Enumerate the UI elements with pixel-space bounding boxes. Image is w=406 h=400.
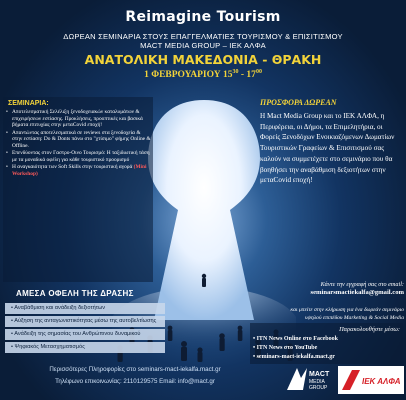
subtitle-seminars: ΔΩΡΕΑΝ ΣΕΜΙΝΑΡΙΑ ΣΤΟΥΣ ΕΠΑΓΓΕΛΜΑΤΙΕΣ ΤΟΥΡΙΣΜΟΥ & ΕΠΙΣΙΤΙΣΜΟΥ	[63, 32, 343, 41]
mact-logo-line2: MEDIA	[309, 379, 325, 385]
seminar-item: • Απαντώντας αποτελεσματικά σε reviews στα ξενοδοχεία & στην εστίαση: Do & Donts πάνω στο "χτίσιμο" φήμης Online & Offline.	[6, 130, 152, 150]
draw-text-line-2: υψηλού επιπέδου Marketing & Social Media	[304, 315, 404, 321]
follow-youtube-link[interactable]: • ITN News στο YouTube	[253, 345, 318, 351]
follow-facebook-link[interactable]: • ITN News Online στο Facebook	[253, 336, 338, 342]
registration-email[interactable]: seminarsmactiekalfa@gmail.com	[310, 289, 404, 296]
date-start-minutes: 30	[232, 69, 239, 75]
benefit-item: • Ψηφιακός Μετασχηματισμός	[5, 342, 165, 353]
mact-media-group-logo	[283, 364, 333, 396]
seminar-item: • Αποτελεσματική Σελέλιξη ξενοδοχειακών καταλυμάτων & επιχειρήσεων εστίασης. Προκλήσεις, προοπτικές και βασικά βήματα επιτυχίας στην μεταCovid εποχή!	[6, 109, 152, 129]
offer-heading: ΠΡΟΣΦΟΡΑ ΔΩΡΕΑΝ	[260, 98, 337, 107]
page-title: Reimagine Tourism	[125, 9, 281, 25]
seminar-item	[6, 164, 152, 177]
benefit-item: • Ανάδειξη της σημασίας του Ανθρώπινου δυναμικού	[5, 329, 165, 340]
benefit-item: • Αναβάθμιση και ανάδειξη δεξιοτήτων	[5, 303, 165, 314]
footer-contact: Τηλέφωνο επικοινωνίας: 2110129575 Email: info@mact.gr	[55, 378, 215, 385]
seminar-item-text: Η αναγκαιότητα των Soft Skills στην τουριστική αγορά	[12, 164, 133, 171]
date-end-minutes: 00	[255, 69, 262, 75]
follow-website-link[interactable]: • seminars-mact-iekalfa.mact.gr	[253, 354, 335, 360]
region-title: ΑΝΑΤΟΛΙΚΗ ΜΑΚΕΔΟΝΙΑ - ΘΡΑΚΗ	[84, 52, 322, 67]
draw-text-line-1: και μπείτε στην κλήρωση για ένα δωρεάν σεμινάριο	[290, 307, 404, 313]
offer-text: Η Mact Media Group και το ΙΕΚ ΑΛΦΑ, η Περιφέρεια, οι Δήμοι, τα Επιμελητήρια, οι Φορείς Ξενοδόχων Ενοικιαζόμενων Δωματίων Τουριστικών Γραφείων & Επισιτισμού σας καλούν να συμμετέχετε στο σεμινάριο που θα βοηθήσει την αναβάθμιση δεξιοτήτων στην μεταCovid εποχή!	[260, 112, 395, 185]
iek-alfa-logo	[338, 364, 404, 396]
mini-workshop-label: (Mini Workshop)	[12, 164, 147, 178]
benefits-heading: ΑΜΕΣΑ ΟΦΕΛΗ ΤΗΣ ΔΡΑΣΗΣ	[16, 289, 134, 298]
subtitle-organizers: MACT MEDIA GROUP – ΙΕΚ ΑΛΦΑ	[140, 41, 266, 50]
registration-text: Κάντε την εγγραφή σας στο email:	[320, 281, 404, 288]
footer-info: Περισσότερες Πληροφορίες στο seminars-mact-iekalfa.mact.gr	[49, 366, 221, 373]
seminar-item: • Επενδύοντας στον Γαστρο-Οινο Τουρισμό: Η ταξιδιωτική τάση με τα μοναδικά οφέλη για κάθε τουριστικό προορισμό	[6, 150, 152, 163]
date-prefix: 1 ΦΕΒΡΟΥΑΡΙΟΥ 15	[144, 70, 233, 81]
event-date	[0, 69, 406, 80]
seminars-list	[6, 109, 152, 178]
mact-logo-line1: MACT	[309, 371, 330, 378]
date-dash: - 17	[238, 70, 256, 81]
benefit-item: • Αύξηση της ανταγωνιστικότητας μέσω της αυτοβελτίωσης	[5, 316, 165, 327]
mact-logo-line3: GROUP	[309, 385, 328, 391]
mact-logo-mark	[287, 368, 307, 390]
iek-logo-text: ΙΕΚ ΑΛΦΑ	[362, 377, 401, 386]
follow-heading: Παρακολουθήστε μέσω:	[339, 326, 400, 333]
seminars-heading: ΣΕΜΙΝΑΡΙΑ:	[8, 100, 49, 107]
